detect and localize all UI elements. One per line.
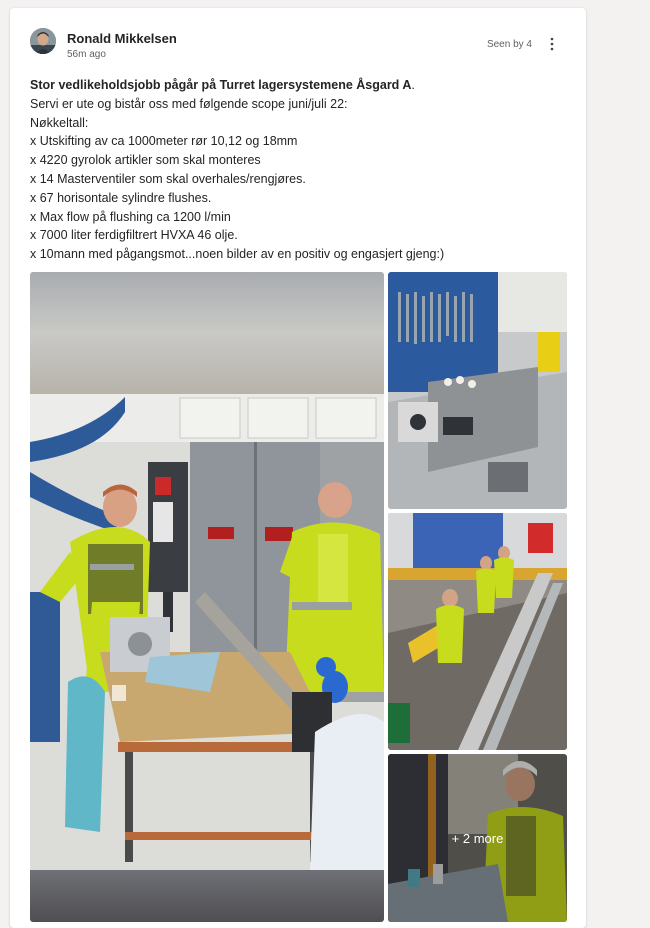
post-line: x Max flow på flushing ca 1200 l/min — [30, 209, 231, 224]
photo-tile-2[interactable] — [388, 272, 567, 509]
tool-wall-workbench-photo — [388, 272, 567, 509]
post-title-line — [30, 76, 570, 95]
avatar-photo — [30, 28, 56, 54]
seen-by-count[interactable]: Seen by 4 — [486, 39, 532, 50]
post-title: Stor vedlikeholdsjobb pågår på Turret lagersystemene Åsgard A — [30, 78, 412, 92]
photo-tile-3[interactable] — [388, 513, 567, 750]
post-line: x 67 horisontale sylindre flushes. — [30, 190, 212, 205]
post-line: Servi er ute og bistår oss med følgende scope juni/juli 22: — [30, 96, 348, 111]
two-workers-at-workbench-photo — [30, 272, 384, 922]
post-title-suffix: . — [411, 78, 415, 92]
photo-tile-main[interactable] — [30, 272, 384, 922]
avatar[interactable] — [30, 28, 56, 54]
photo-gallery — [30, 272, 567, 922]
more-vertical-icon — [550, 37, 554, 51]
post-header — [30, 28, 570, 64]
post-time: 56m ago — [67, 49, 106, 60]
workers-on-stairway-photo — [388, 513, 567, 750]
post-line: x 10mann med pågangsmot...noen bilder av en positiv og engasjert gjeng:) — [30, 247, 445, 262]
more-options-button[interactable] — [544, 35, 560, 53]
photo-tile-4[interactable] — [388, 754, 567, 922]
post-line: x 7000 liter ferdigfiltrert HVXA 46 olje. — [30, 228, 238, 243]
post-body — [30, 76, 570, 264]
more-photos-overlay[interactable]: + 2 more — [388, 754, 567, 922]
post-line: x 4220 gyrolok artikler som skal monteres — [30, 153, 261, 168]
post-line: Nøkkeltall: — [30, 115, 89, 130]
author-name[interactable]: Ronald Mikkelsen — [67, 31, 177, 46]
post-card — [10, 8, 586, 928]
post-line: x 14 Masterventiler som skal overhales/rengjøres. — [30, 171, 306, 186]
post-line: x Utskifting av ca 1000meter rør 10,12 og 18mm — [30, 134, 298, 149]
